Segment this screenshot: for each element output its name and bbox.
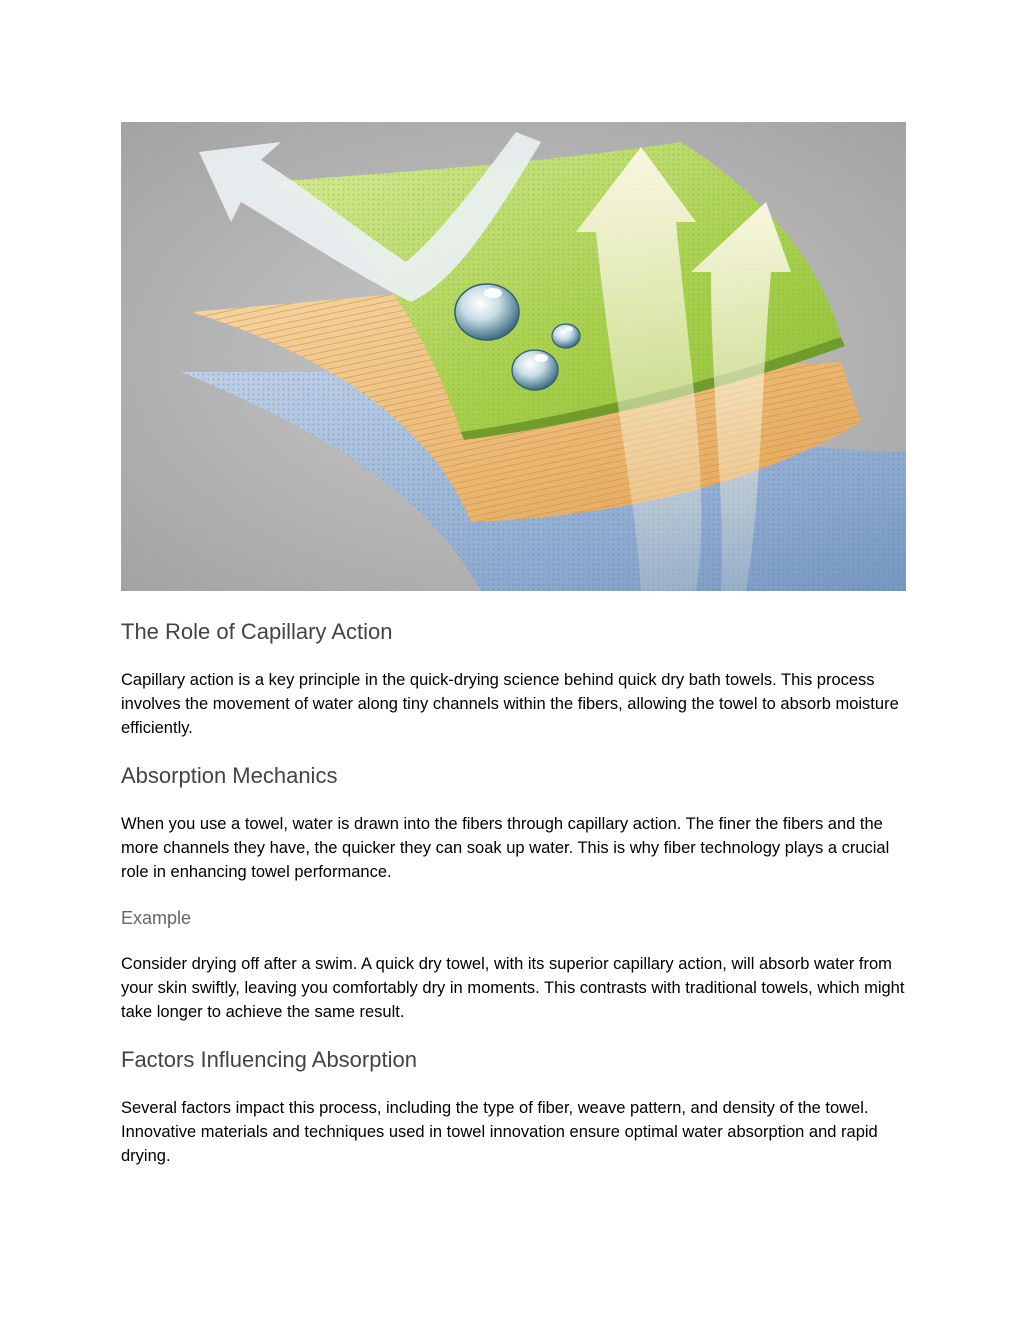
section-paragraph: Capillary action is a key principle in the quick-drying science behind quick dry bath towels. This process involves the movement of water along tiny channels within the fibers, allowing the towel to absorb moisture efficiently. <box>121 671 899 737</box>
section-paragraph: When you use a towel, water is drawn into the fibers through capillary action. The finer the fibers and the more channels they have, the quicker they can soak up water. This is why fiber technology plays a crucial role in enhancing towel performance. <box>121 815 890 881</box>
document-page <box>121 122 906 1165</box>
section-heading: Absorption Mechanics <box>121 763 338 788</box>
subsection-heading: Example <box>121 908 192 928</box>
section-paragraph: Consider drying off after a swim. A quick dry towel, with its superior capillary action, will absorb water from your skin swiftly, leaving you comfortably dry in moments. This contrasts with traditional towels, which might take longer to achieve the same result. <box>121 955 905 1021</box>
towel-layers-illustration <box>121 122 906 591</box>
section-heading: Factors Influencing Absorption <box>121 1047 417 1072</box>
section-paragraph: Several factors impact this process, including the type of fiber, weave pattern, and density of the towel. Innovative materials and techniques used in towel innovation ensure optimal water absorption and rapid drying. <box>121 1099 878 1165</box>
section-heading: The Role of Capillary Action <box>121 619 393 644</box>
